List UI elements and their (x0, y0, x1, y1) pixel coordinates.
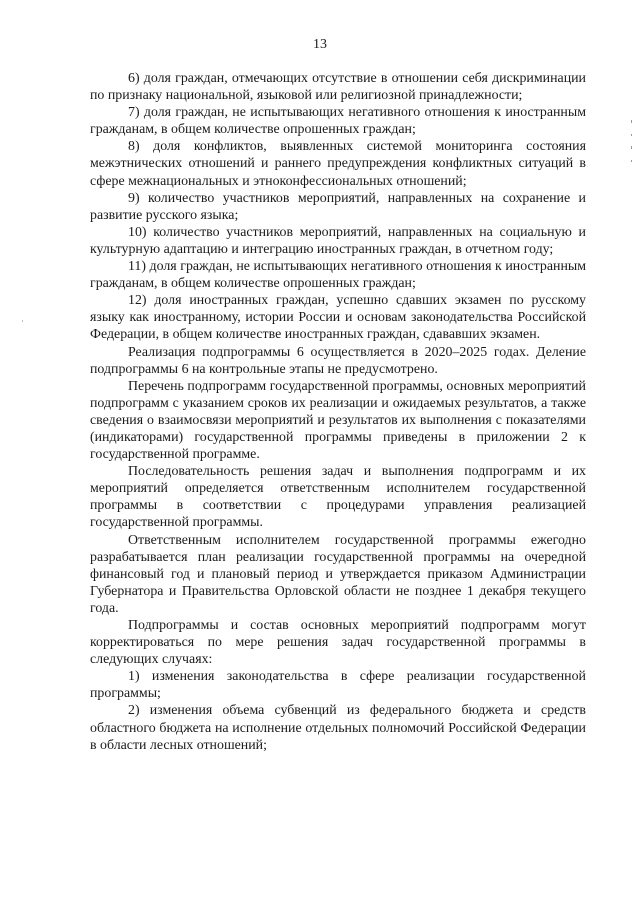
paragraph-adjustments: Подпрограммы и состав основных мероприятий подпрограмм могут корректироваться по мере решения задач государственной программы в следующих случаях: (90, 618, 586, 668)
list-item-8: 8) доля конфликтов, выявленных системой мониторинга состояния межэтнических отношений и раннего предупреждения конфликтных ситуаций в сфере межнациональных и этноконфессиональных отношений; (90, 139, 586, 189)
paragraph-annual-plan: Ответственным исполнителем государственной программы ежегодно разрабатывается план реализации государственной программы на очередной финансовый год и плановый период и утверждается приказом Администрации Губернатора и Правительства Орловской области не позднее 1 декабря текущего года. (90, 532, 586, 616)
list-item-12: 12) доля иностранных граждан, успешно сдавших экзамен по русскому языку как иностранному, истории России и основам законодательства Российской Федерации, в общем количестве иностранных граждан, сдававших экзамен. (90, 293, 586, 343)
list-item-9: 9) количество участников мероприятий, направленных на сохранение и развитие русского языка; (90, 190, 586, 223)
paragraph-subprogram-list: Перечень подпрограмм государственной программы, основных мероприятий подпрограмм с указанием сроков их реализации и ожидаемых результатов, а также сведения о взаимосвязи мероприятий и результатов их выполнения с показателями (индикаторами) государственной программы приведены в приложении 2 к государственной программе. (90, 378, 586, 463)
list-item-10: 10) количество участников мероприятий, направленных на социальную и культурную адаптацию и интеграцию иностранных граждан, в отчетном году; (90, 224, 586, 257)
paragraph-sequence: Последовательность решения задач и выполнения подпрограмм и их мероприятий определяется ответственным исполнителем государственной программы в соответствии с процедурами управления реализацией государственной программы. (90, 464, 586, 531)
list-item-6: 6) доля граждан, отмечающих отсутствие в отношении себя дискриминации по признаку национальной, языковой или религиозной принадлежности; (90, 71, 586, 104)
scan-artifact (631, 134, 632, 136)
document-body (90, 70, 586, 754)
scan-artifact (631, 160, 632, 162)
page-number: 13 (313, 37, 327, 52)
scan-artifact (631, 120, 632, 123)
list-item-7: 7) доля граждан, не испытывающих негативного отношения к иностранным гражданам, в общем количестве опрошенных граждан; (90, 105, 586, 138)
list-item-11: 11) доля граждан, не испытывающих негативного отношения к иностранным гражданам, в общем количестве опрошенных граждан; (90, 259, 586, 292)
scan-artifact (631, 146, 632, 149)
paragraph-implementation-period: Реализация подпрограммы 6 осуществляется в 2020–2025 годах. Деление подпрограммы 6 на контрольные этапы не предусмотрено. (90, 344, 586, 377)
adjustment-case-2: 2) изменения объема субвенций из федерального бюджета и средств областного бюджета на исполнение отдельных полномочий Российской Федерации в области лесных отношений; (90, 703, 586, 753)
adjustment-case-1: 1) изменения законодательства в сфере реализации государственной программы; (90, 669, 586, 702)
scan-artifact (22, 320, 23, 322)
